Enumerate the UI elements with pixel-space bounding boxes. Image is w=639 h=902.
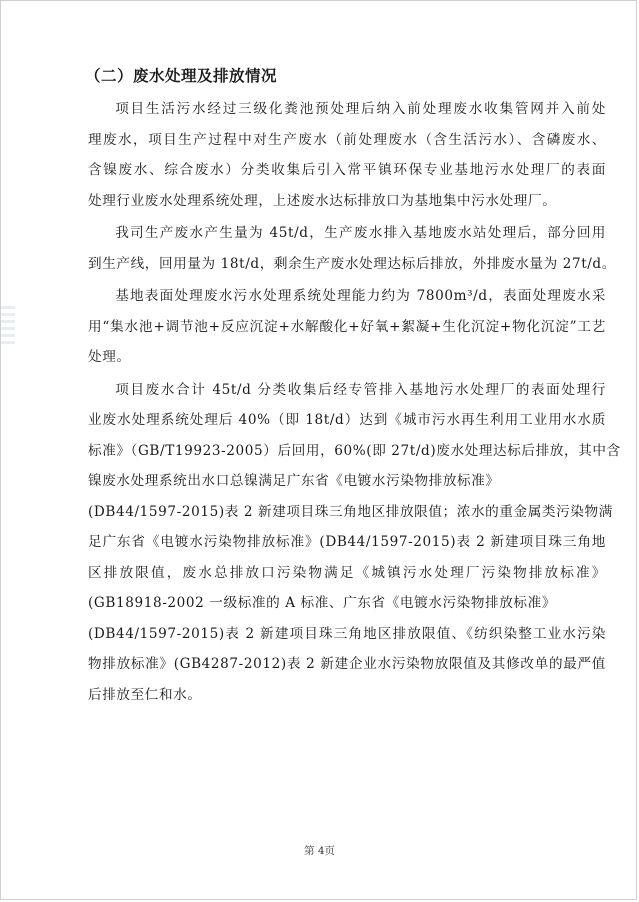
text-line: 处理。 <box>88 349 131 365</box>
text-line: 理废水，项目生产过程中对生产废水（前处理废水（含生活污水）、含磷废水、 <box>88 131 606 148</box>
page-number: 第 4页 <box>303 845 336 857</box>
text-line: 标准》（GB/T19923-2005）后回用，60%(即 27t/d)废水处理达标后排放，其中含 <box>88 442 621 459</box>
paragraph-discharge-standards <box>88 375 621 711</box>
section-heading: （二）废水处理及排放情况 <box>85 67 278 85</box>
page-content <box>85 63 621 712</box>
text-line: 基地表面处理废水污水处理系统处理能力约为 7800m³/d，表面处理废水采 <box>115 288 606 304</box>
text-line: 处理行业废水处理系统处理，上述废水达标排放口为基地集中污水处理厂。 <box>88 192 557 209</box>
text-line: 含镍废水、综合废水）分类收集后引入常平镇环保专业基地污水处理厂的表面 <box>88 162 606 178</box>
text-line: 业废水处理系统处理后 40%（即 18t/d）达到《城市污水再生利用工业用水水质 <box>88 412 606 428</box>
text-line: 用“集水池+调节池+反应沉淀+水解酸化+好氧+絮凝+生化沉淀+物化沉淀”工艺 <box>88 318 606 335</box>
text-line: 镍废水处理系统出水口总镍满足广东省《电镀水污染物排放标准》 <box>88 473 500 489</box>
text-line: 后排放至仁和水。 <box>88 686 202 703</box>
text-line: (DB44/1597-2015)表 2 新建项目珠三角地区排放限值、《纺织染整工业水污染 <box>88 625 606 642</box>
scan-edge-mark <box>1 306 15 348</box>
text-line: 项目生活污水经过三级化粪池预处理后纳入前处理废水收集管网并入前处 <box>115 101 606 117</box>
paragraph-treatment-capacity <box>88 281 606 373</box>
text-line: (DB44/1597-2015)表 2 新建项目珠三角地区排放限值；浓水的重金属类污染物满 <box>88 503 613 520</box>
text-line: 区排放限值，废水总排放口污染物满足《城镇污水处理厂污染物排放标准》 <box>88 564 606 581</box>
text-line: 我司生产废水产生量为 45t/d，生产废水排入基地废水站处理后，部分回用 <box>115 225 606 241</box>
paragraph-wastewater-volume <box>88 218 616 279</box>
text-line: 足广东省《电镀水污染物排放标准》(DB44/1597-2015)表 2 新建项目珠三角地 <box>88 534 606 550</box>
text-line: 项目废水合计 45t/d 分类收集后经专管排入基地污水处理厂的表面处理行 <box>115 381 606 398</box>
text-line: (GB18918-2002 一级标准的 A 标准、广东省《电镀水污染物排放标准》 <box>88 595 557 611</box>
text-line: 物排放标准》(GB4287-2012)表 2 新建企业水污染物放限值及其修改单的最严值 <box>88 656 606 672</box>
paragraph-domestic-sewage <box>88 94 606 216</box>
text-line: 到生产线，回用量为 18t/d，剩余生产废水处理达标后排放，外排废水量为 27t/d。 <box>88 255 616 272</box>
